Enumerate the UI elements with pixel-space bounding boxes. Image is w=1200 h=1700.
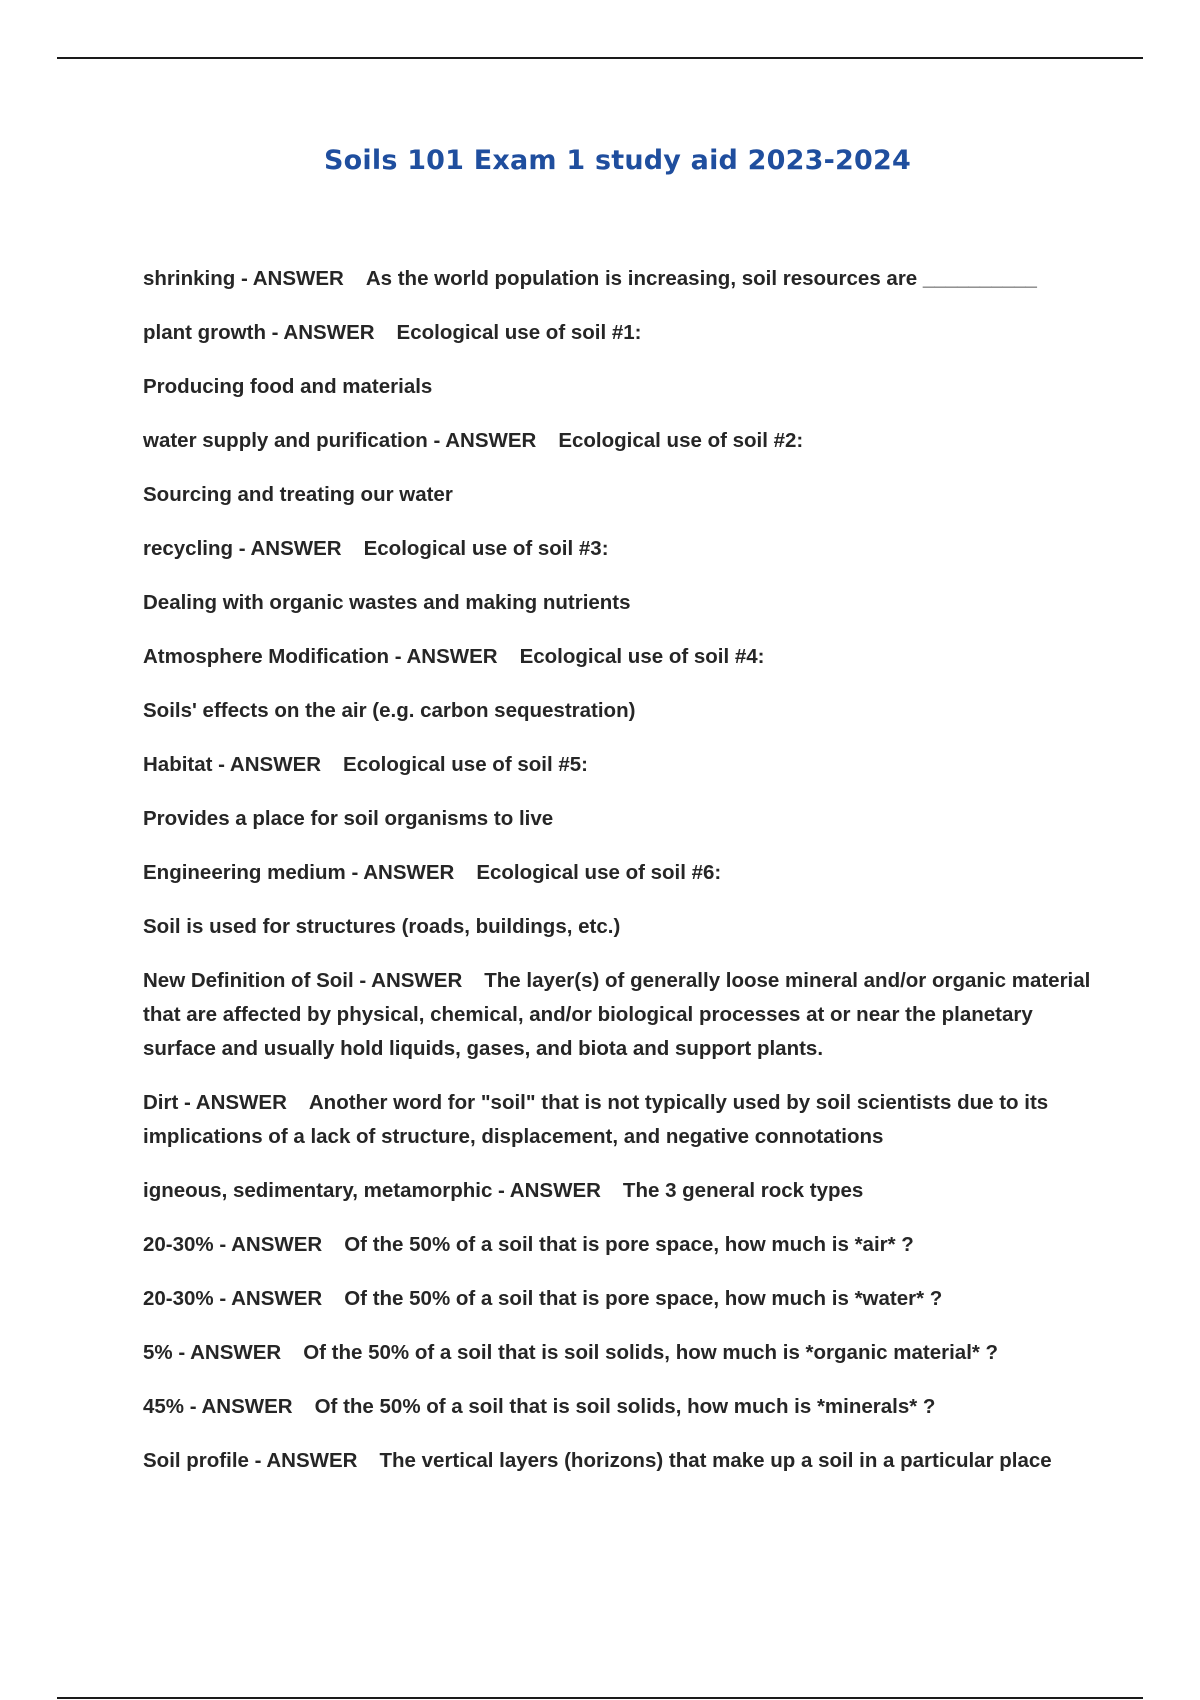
question-text: Producing food and materials bbox=[143, 375, 433, 398]
qa-entry bbox=[143, 532, 1093, 566]
question-text: Ecological use of soil #3: bbox=[363, 537, 609, 560]
question-text: Of the 50% of a soil that is pore space, how much is *water* ? bbox=[344, 1287, 943, 1310]
answer-term: 20-30% - ANSWER bbox=[143, 1233, 323, 1256]
answer-term: igneous, sedimentary, metamorphic - ANSWER bbox=[143, 1179, 601, 1202]
top-rule bbox=[57, 57, 1143, 59]
question-text: Soils' effects on the air (e.g. carbon sequestration) bbox=[143, 699, 636, 722]
qa-continuation bbox=[143, 478, 1093, 512]
qa-entry bbox=[143, 1282, 1093, 1316]
bottom-rule bbox=[57, 1697, 1143, 1699]
page-title: Soils 101 Exam 1 study aid 2023-2024 bbox=[324, 145, 911, 176]
question-text: Of the 50% of a soil that is soil solids, how much is *minerals* ? bbox=[314, 1395, 936, 1418]
qa-entry bbox=[143, 748, 1093, 782]
question-text: Soil is used for structures (roads, buildings, etc.) bbox=[143, 915, 621, 938]
answer-term: Atmosphere Modification - ANSWER bbox=[143, 645, 498, 668]
qa-entry bbox=[143, 1390, 1093, 1424]
answer-term: shrinking - ANSWER bbox=[143, 267, 344, 290]
question-text: Dealing with organic wastes and making nutrients bbox=[143, 591, 631, 614]
qa-entry bbox=[143, 856, 1093, 890]
answer-term: Dirt - ANSWER bbox=[143, 1091, 287, 1114]
question-text: Ecological use of soil #2: bbox=[558, 429, 804, 452]
question-text: Ecological use of soil #5: bbox=[343, 753, 588, 776]
qa-list bbox=[143, 262, 1093, 1498]
qa-continuation bbox=[143, 370, 1093, 404]
question-text: Ecological use of soil #4: bbox=[519, 645, 765, 668]
question-text: The 3 general rock types bbox=[622, 1179, 864, 1202]
answer-term: Habitat - ANSWER bbox=[143, 753, 322, 776]
answer-term: New Definition of Soil - ANSWER bbox=[143, 969, 463, 992]
qa-entry bbox=[143, 640, 1093, 674]
question-text: Ecological use of soil #6: bbox=[476, 861, 722, 884]
answer-term: 20-30% - ANSWER bbox=[143, 1287, 323, 1310]
question-text: As the world population is increasing, soil resources are __________ bbox=[365, 267, 1037, 290]
question-text: Provides a place for soil organisms to live bbox=[143, 807, 554, 830]
question-text: Another word for "soil" that is not typically used by soil scientists due to its implications of a lack of structure, displacement, and negative connotations bbox=[143, 1091, 1049, 1148]
answer-term: 5% - ANSWER bbox=[143, 1341, 282, 1364]
qa-continuation bbox=[143, 802, 1093, 836]
qa-entry bbox=[143, 316, 1093, 350]
qa-entry bbox=[143, 1174, 1093, 1208]
question-text: The vertical layers (horizons) that make up a soil in a particular place bbox=[379, 1449, 1052, 1472]
qa-entry bbox=[143, 1086, 1093, 1154]
answer-term: plant growth - ANSWER bbox=[143, 321, 375, 344]
answer-term: 45% - ANSWER bbox=[143, 1395, 293, 1418]
question-text: Sourcing and treating our water bbox=[143, 483, 453, 506]
question-text: Of the 50% of a soil that is soil solids, how much is *organic material* ? bbox=[303, 1341, 999, 1364]
answer-term: recycling - ANSWER bbox=[143, 537, 342, 560]
answer-term: water supply and purification - ANSWER bbox=[143, 429, 537, 452]
answer-term: Engineering medium - ANSWER bbox=[143, 861, 455, 884]
qa-entry bbox=[143, 964, 1093, 1066]
qa-entry bbox=[143, 1444, 1093, 1478]
qa-entry bbox=[143, 1336, 1093, 1370]
question-text: Of the 50% of a soil that is pore space, how much is *air* ? bbox=[344, 1233, 914, 1256]
answer-term: Soil profile - ANSWER bbox=[143, 1449, 358, 1472]
qa-entry bbox=[143, 424, 1093, 458]
qa-entry bbox=[143, 262, 1093, 296]
qa-continuation bbox=[143, 694, 1093, 728]
question-text: Ecological use of soil #1: bbox=[396, 321, 642, 344]
qa-entry bbox=[143, 1228, 1093, 1262]
question-text: The layer(s) of generally loose mineral and/or organic material that are affected by physical, chemical, and/or biological processes at or near the planetary surface and usually hold liquids, gases, and biota and support plants. bbox=[143, 969, 1091, 1060]
qa-continuation bbox=[143, 910, 1093, 944]
qa-continuation bbox=[143, 586, 1093, 620]
